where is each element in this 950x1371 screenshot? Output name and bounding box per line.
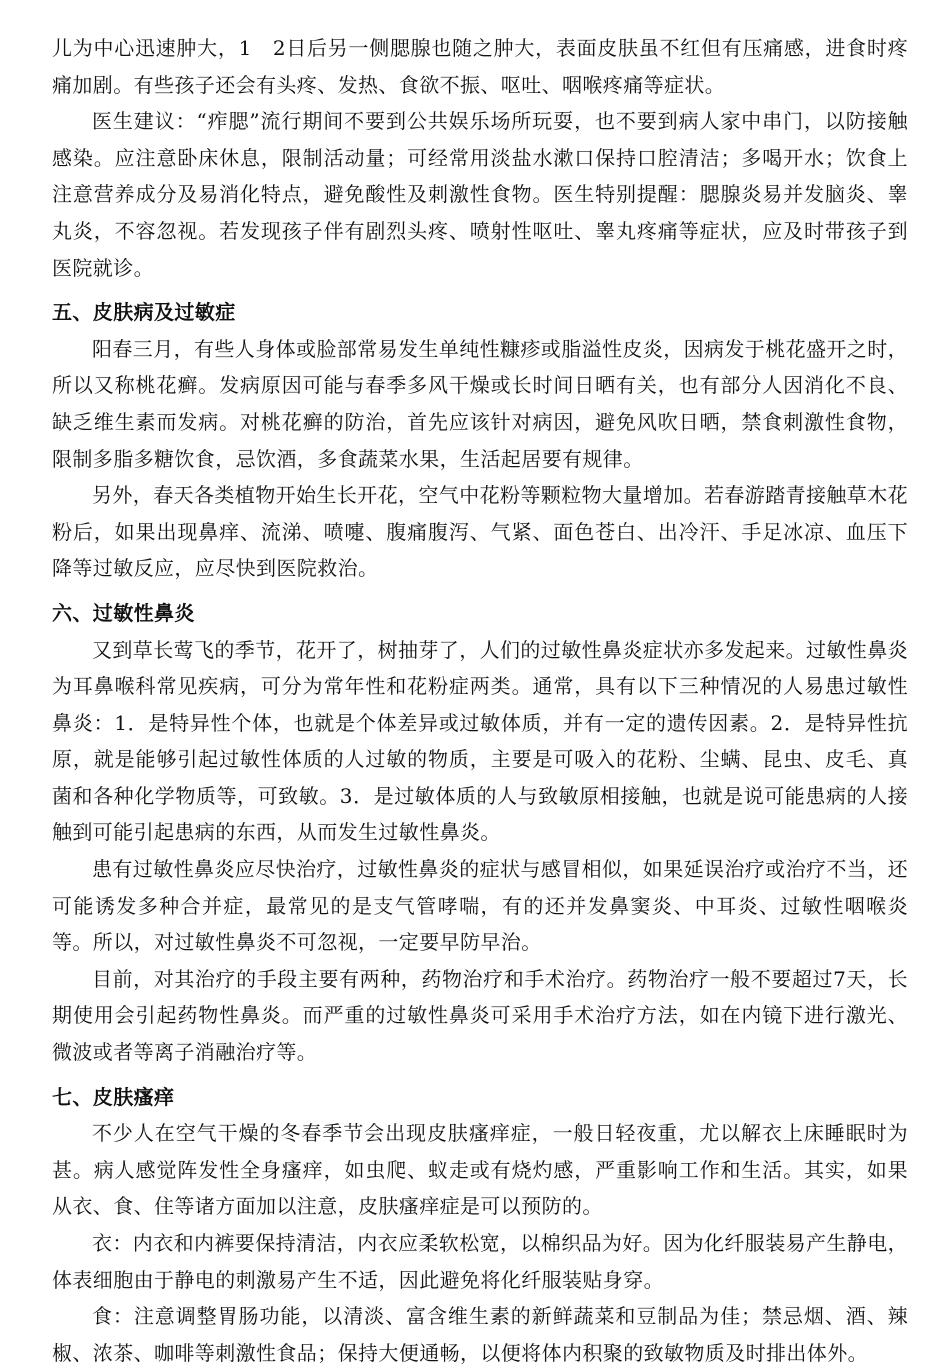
paragraph: 不少人在空气干燥的冬春季节会出现皮肤瘙痒症，一般日轻夜重，尤以解衣上床睡眠时为甚。病人感觉阵发性全身瘙痒，如虫爬、蚁走或有烧灼感，严重影响工作和生活。其实，如果从衣、食、住等诸方面加以注意，皮肤瘙痒症是可以预防的。 [52, 1121, 908, 1219]
section-skin-allergy [52, 294, 908, 587]
paragraph: 患有过敏性鼻炎应尽快治疗，过敏性鼻炎的症状与感冒相似，如果延误治疗或治疗不当，还可能诱发多种合并症，最常见的是支气管哮喘，有的还并发鼻窦炎、中耳炎、过敏性咽喉炎等。所以，对过敏性鼻炎不可忽视，一定要早防早治。 [52, 857, 908, 955]
paragraph: 食：注意调整胃肠功能，以清淡、富含维生素的新鲜蔬菜和豆制品为佳；禁忌烟、酒、辣椒、浓茶、咖啡等刺激性食品；保持大便通畅，以便将体内积聚的致敏物质及时排出体外。 [52, 1304, 908, 1365]
section-allergic-rhinitis [52, 595, 908, 1071]
paragraph: 衣：内衣和内裤要保持清洁，内衣应柔软松宽，以棉织品为好。因为化纤服装易产生静电，体表细胞由于静电的刺激易产生不适，因此避免将化纤服装贴身穿。 [52, 1231, 908, 1292]
paragraph: 儿为中心迅速肿大，1 2日后另一侧腮腺也随之肿大，表面皮肤虽不红但有压痛感，进食时疼痛加剧。有些孩子还会有头疼、发热、食欲不振、呕吐、咽喉疼痛等症状。 [52, 36, 908, 97]
intro-section [52, 30, 908, 286]
section-heading: 七、皮肤瘙痒 [52, 1084, 175, 1109]
section-heading: 五、皮肤病及过敏症 [52, 300, 236, 325]
section-heading: 六、过敏性鼻炎 [52, 600, 195, 625]
document-page [52, 30, 908, 1371]
paragraph: 另外，春天各类植物开始生长开花，空气中花粉等颗粒物大量增加。若春游踏青接触草木花粉后，如果出现鼻痒、流涕、喷嚏、腹痛腹泻、气紧、面色苍白、出冷汗、手足冰凉、血压下降等过敏反应，应尽快到医院救治。 [52, 483, 908, 581]
paragraph: 阳春三月，有些人身体或脸部常易发生单纯性糠疹或脂溢性皮炎，因病发于桃花盛开之时，所以又称桃花癣。发病原因可能与春季多风干燥或长时间日晒有关，也有部分人因消化不良、缺乏维生素而发病。对桃花癣的防治，首先应该针对病因，避免风吹日晒，禁食刺激性食物，限制多脂多糖饮食，忌饮酒，多食蔬菜水果，生活起居要有规律。 [52, 336, 908, 471]
paragraph: 医生建议：“痄腮”流行期间不要到公共娱乐场所玩耍，也不要到病人家中串门，以防接触感染。应注意卧床休息，限制活动量；可经常用淡盐水漱口保持口腔清洁；多喝开水；饮食上注意营养成分及易消化特点，避免酸性及刺激性食物。医生特别提醒：腮腺炎易并发脑炎、睾丸炎，不容忽视。若发现孩子伴有剧烈头疼、喷射性呕吐、睾丸疼痛等症状，应及时带孩子到医院就诊。 [52, 109, 908, 280]
paragraph: 目前，对其治疗的手段主要有两种，药物治疗和手术治疗。药物治疗一般不要超过7天，长期使用会引起药物性鼻炎。而严重的过敏性鼻炎可采用手术治疗方法，如在内镜下进行激光、微波或者等离子消融治疗等。 [52, 966, 908, 1065]
paragraph: 又到草长莺飞的季节，花开了，树抽芽了，人们的过敏性鼻炎症状亦多发起来。过敏性鼻炎为耳鼻喉科常见疾病，可分为常年性和花粉症两类。通常，具有以下三种情况的人易患过敏性鼻炎：1．是特异性个体，也就是个体差异或过敏体质，并有一定的遗传因素。2．是特异性抗原，就是能够引起过敏性体质的人过敏的物质，主要是可吸入的花粉、尘螨、昆虫、皮毛、真菌和各种化学物质等，可致敏。3．是过敏体质的人与致敏原相接触，也就是说可能患病的人接触到可能引起患病的东西，从而发生过敏性鼻炎。 [52, 637, 908, 845]
section-skin-itching [52, 1079, 908, 1371]
